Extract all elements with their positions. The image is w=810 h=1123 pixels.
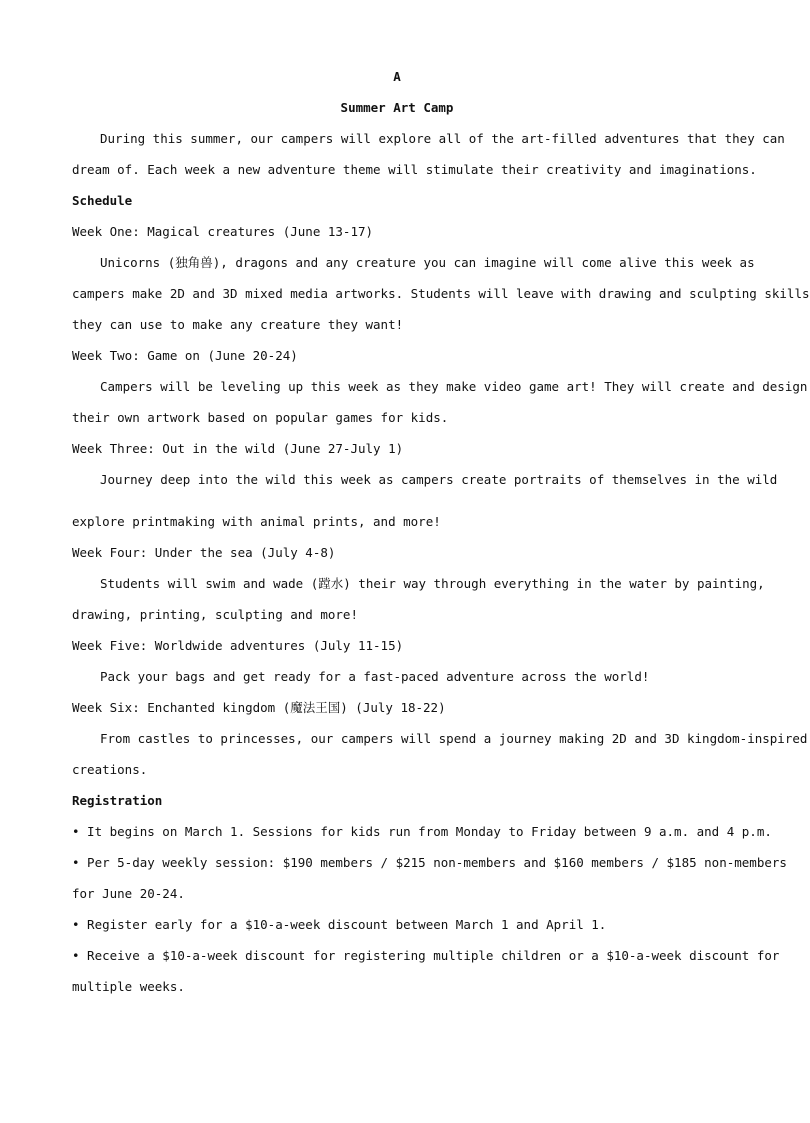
week-four-heading: Week Four: Under the sea (July 4-8)	[72, 545, 336, 560]
document-page	[72, 66, 810, 1007]
registration-item: • Register early for a $10-a-week discount between March 1 and April 1.	[72, 917, 607, 932]
week-two-heading: Week Two: Game on (June 20-24)	[72, 348, 298, 363]
week-one-text: they can use to make any creature they want!	[72, 317, 404, 332]
registration-item: multiple weeks.	[72, 979, 185, 994]
week-five-text: Pack your bags and get ready for a fast-paced adventure across the world!	[100, 669, 650, 684]
passage-letter: A	[393, 69, 401, 84]
week-three-heading: Week Three: Out in the wild (June 27-July 1)	[72, 441, 404, 456]
week-four-text: Students will swim and wade (蹚水) their way through everything in the water by painting,	[100, 576, 765, 591]
week-one-heading: Week One: Magical creatures (June 13-17)	[72, 224, 374, 239]
page-title: Summer Art Camp	[340, 100, 454, 115]
week-one-text: campers make 2D and 3D mixed media artworks. Students will leave with drawing and sculpting skills	[72, 286, 810, 301]
registration-item: • Receive a $10-a-week discount for registering multiple children or a $10-a-week discount for	[72, 948, 780, 963]
week-one-text: Unicorns (独角兽), dragons and any creature you can imagine will come alive this week as	[100, 255, 755, 270]
registration-item: for June 20-24.	[72, 886, 185, 901]
week-five-heading: Week Five: Worldwide adventures (July 11-15)	[72, 638, 404, 653]
week-six-text: From castles to princesses, our campers will spend a journey making 2D and 3D kingdom-inspired	[100, 731, 808, 746]
week-six-heading: Week Six: Enchanted kingdom (魔法王国) (July 18-22)	[72, 700, 446, 715]
registration-item: • It begins on March 1. Sessions for kids run from Monday to Friday between 9 a.m. and 4 p.m.	[72, 824, 772, 839]
registration-heading: Registration	[72, 793, 163, 808]
week-three-text: explore printmaking with animal prints, and more!	[72, 514, 441, 529]
intro-line: During this summer, our campers will explore all of the art-filled adventures that they can	[100, 131, 785, 146]
week-two-text: Campers will be leveling up this week as they make video game art! They will create and design	[100, 379, 808, 394]
registration-item: • Per 5-day weekly session: $190 members / $215 non-members and $160 members / $185 non-members	[72, 855, 787, 870]
intro-line: dream of. Each week a new adventure theme will stimulate their creativity and imaginations.	[72, 162, 757, 177]
spacer	[72, 500, 722, 511]
schedule-heading: Schedule	[72, 193, 133, 208]
week-three-text: Journey deep into the wild this week as campers create portraits of themselves in the wild	[100, 472, 778, 487]
week-two-text: their own artwork based on popular games for kids.	[72, 410, 449, 425]
week-four-text: drawing, printing, sculpting and more!	[72, 607, 358, 622]
week-six-text: creations.	[72, 762, 148, 777]
